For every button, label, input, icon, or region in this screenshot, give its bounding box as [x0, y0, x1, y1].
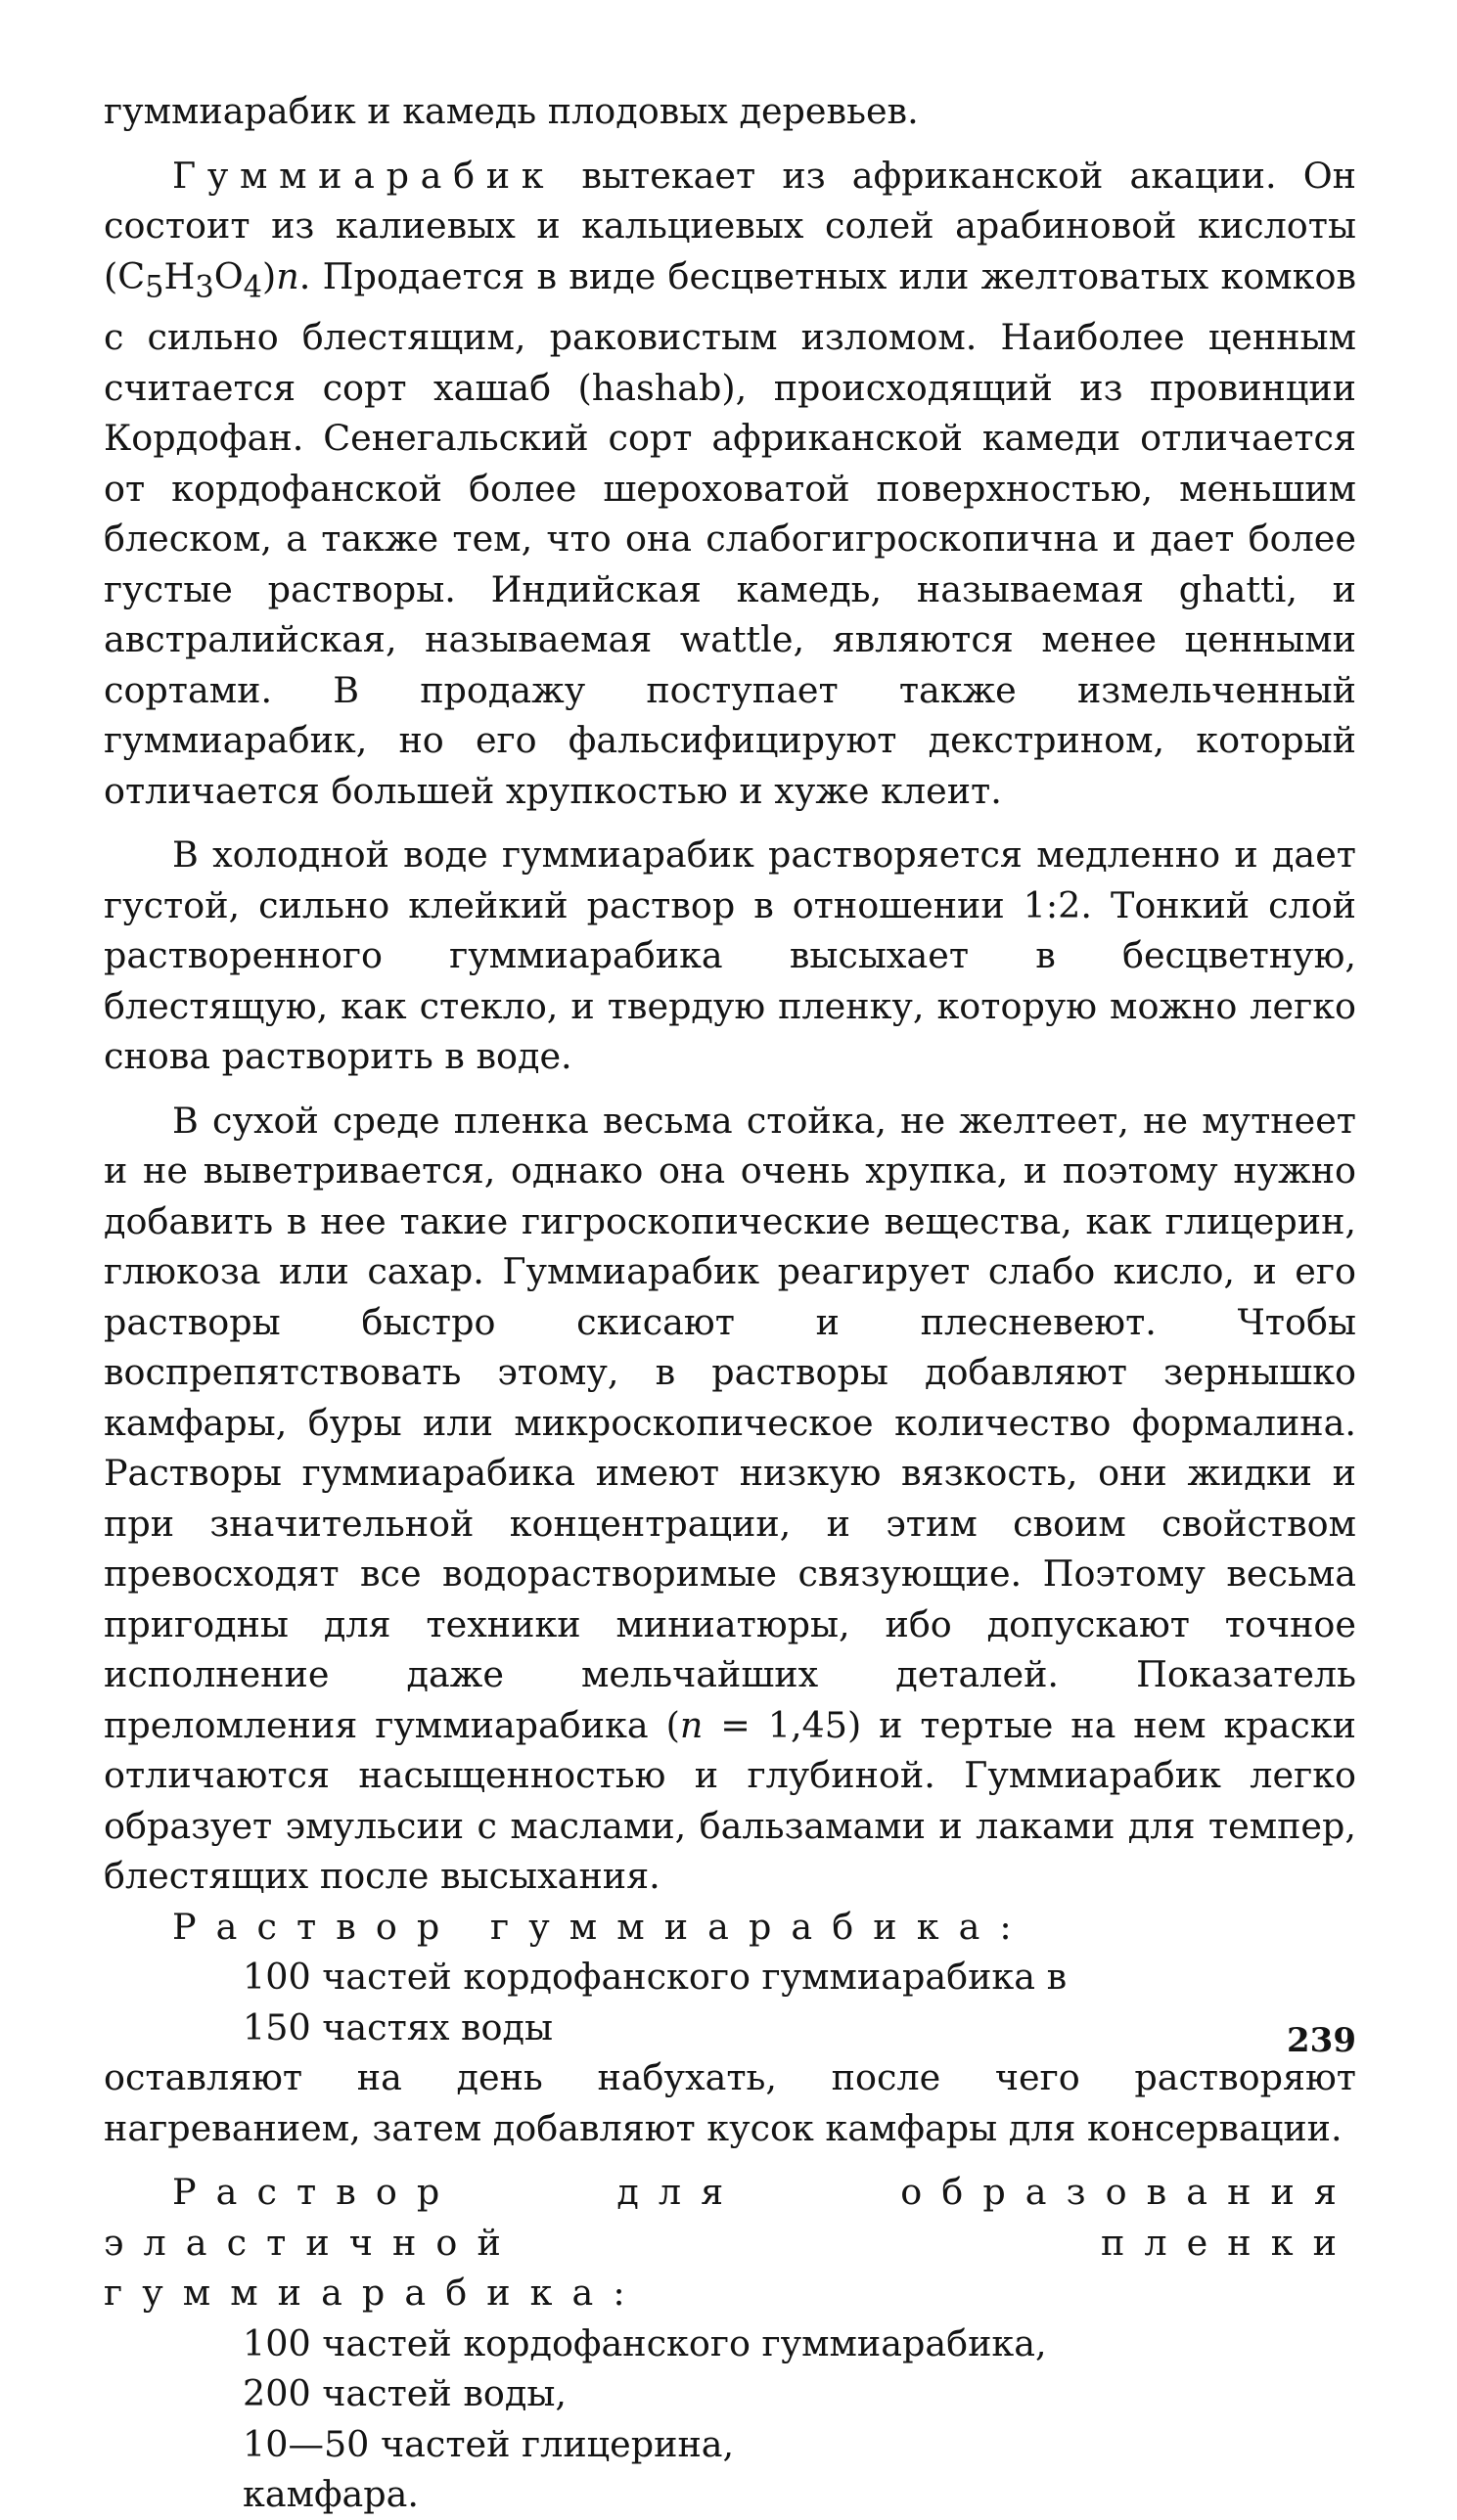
recipe-2-line-1: 100 частей кордофанского гуммиарабика,: [243, 2321, 1047, 2364]
paragraph-intro-text: гуммиарабик и камедь плодовых деревьев.: [104, 90, 919, 132]
paragraph-dry-medium: В сухой среде пленка весьма стойка, не желтеет, не мутнеет и не выветривается, однако она очень хрупка, и поэтому нужно добавить в нее такие гигроскопические вещества, как глицерин, глюкоза или сахар. Гуммиарабик реагирует слабо кисло, и его растворы быстро скисают и плесневеют. Чтобы воспрепятствовать этому, в растворы добавляют зернышко камфары, буры или микроскопическое количество формалина. Растворы гуммиарабика имеют низкую вязкость, они жидки и при значительной концентрации, и этим своим свойством превосходят все водорастворимые связующие. Поэтому весьма пригодны для техники миниатюры, ибо допускают точное исполнение даже мельчайших деталей. Показатель преломления гуммиарабика (n = 1,45) и тертые на нем краски отличаются насыщенностью и глубиной. Гуммиарабик легко образует эмульсии с маслами, бальзамами и лаками для темпер, блестящих после высыхания.: [104, 1099, 1356, 1898]
paragraph-intro: [104, 86, 1356, 137]
recipe-1-line-1: 100 частей кордофанского гуммиарабика в: [243, 1956, 1068, 1999]
paragraph-gum-arabic: Гуммиарабик вытекает из африканской акации. Он состоит из калиевых и кальциевых солей арабиновой кислоты $(C_5H_3O_4)n$. Продается в виде бесцветных или желтоватых комков с сильно блестящим, раковистым изломом. Наиболее ценным считается сорт хашаб (hashab), происходящий из провинции Кордофан. Сенегальский сорт африканской камеди отличается от кордофанской более шероховатой поверхностью, меньшим блеском, а также тем, что она слабогигроскопична и дает более густые растворы. Индийская камедь, называемая ghatti, и австралийская, называемая wattle, являются менее ценными сортами. В продажу поступает также измельченный гуммиарабик, но его фальсифицируют декстрином, который отличается большей хрупкостью и хуже клеит.: [104, 154, 1356, 812]
recipe-2-heading: Раствор для образования эластичной пленки гуммиарабика:: [104, 2171, 1356, 2315]
paragraph-cold-water: В холодной воде гуммиарабик растворяется медленно и дает густой, сильно клейкий раствор в отношении 1:2. Тонкий слой растворенного гуммиарабика высыхает в бесцветную, блестящую, как стекло, и твердую пленку, которую можно легко снова растворить в воде.: [104, 833, 1356, 1078]
recipe-2-line-2: 200 частей воды,: [243, 2372, 567, 2415]
recipe-1-instructions: оставляют на день набухать, после чего растворяют нагреванием, затем добавляют кусок камфары для консервации.: [104, 2056, 1356, 2149]
recipe-2-line-4: камфара.: [243, 2473, 420, 2516]
recipe-1-heading: Раствор гуммиарабика:: [172, 1905, 1031, 1948]
page-number: 239: [1287, 2021, 1356, 2060]
recipe-elastic-film: [104, 2167, 1356, 2520]
term-gum-arabic: Гуммиарабик: [172, 154, 556, 197]
page-body: [104, 86, 1356, 2520]
recipe-1-line-2: 150 частях воды: [243, 2005, 554, 2048]
recipe-gum-arabic-solution: [104, 1902, 1356, 2154]
recipe-2-line-3: 10—50 частей глицерина,: [243, 2422, 735, 2465]
